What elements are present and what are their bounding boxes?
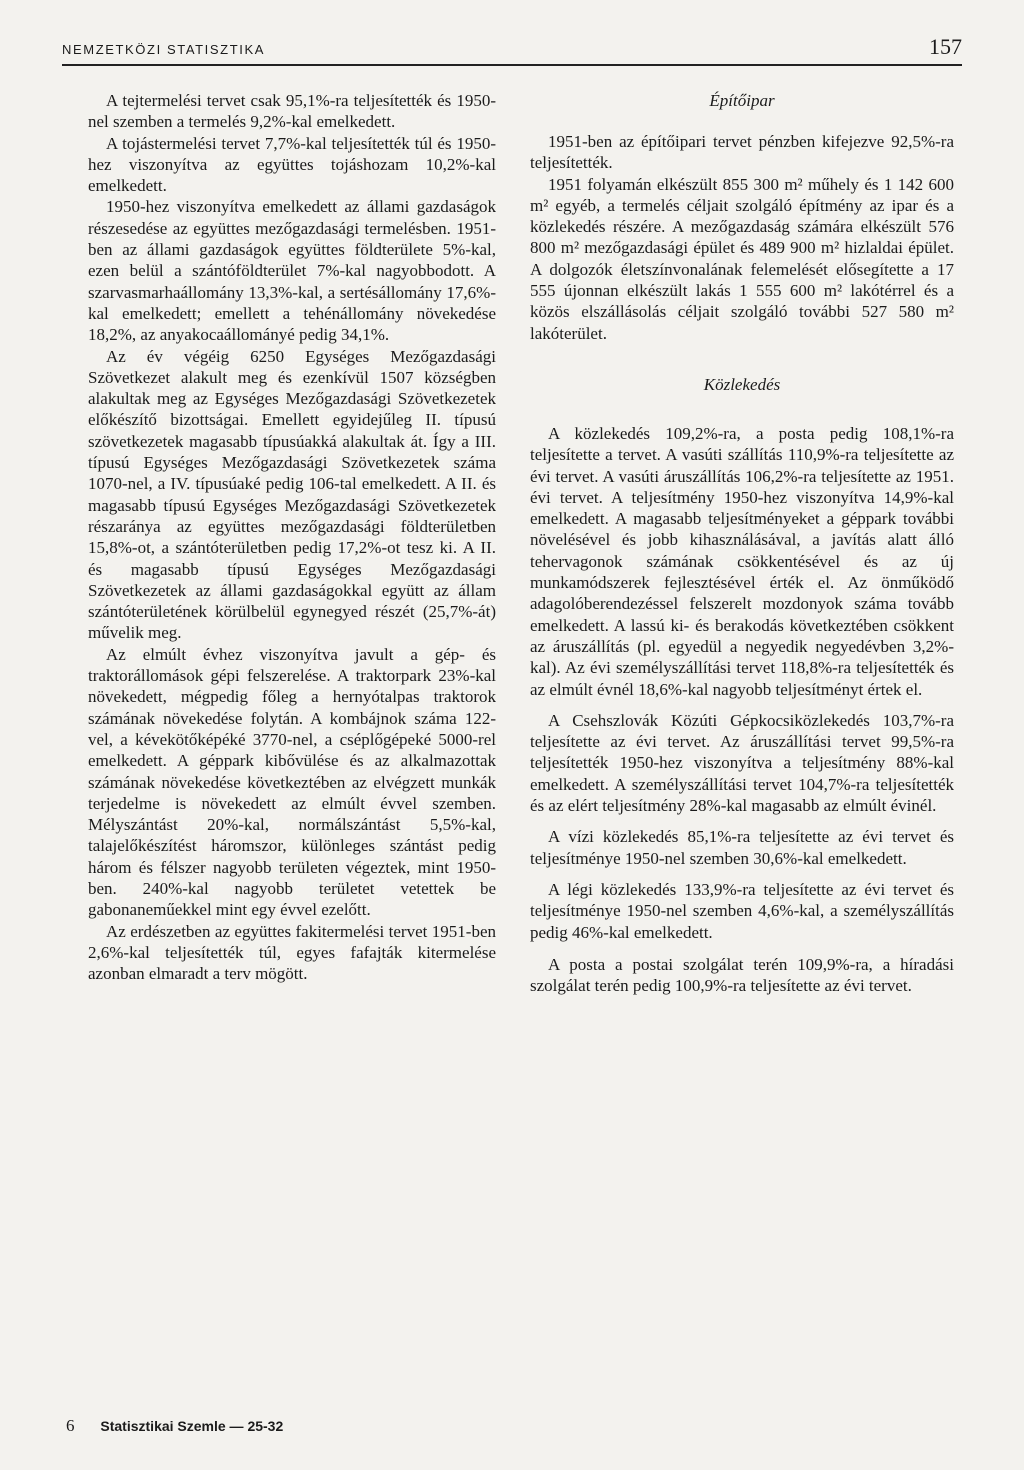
journal-signature: Statisztikai Szemle — 25-32 [100, 1418, 284, 1434]
paragraph-transport-road: A Csehszlovák Közúti Gépkocsiközlekedés 103,7%-ra teljesítette az évi tervet. Az áruszállítási tervet 99,5%-ra teljesítették 1950-hez viszonyítva a teljesítmény 88%-kal emelkedett. A személyszállítási tervet 104,7%-ra teljesítették és az elért teljesítmény 28%-kal magasabb az elmúlt évinél. [530, 710, 954, 816]
paragraph-transport-post: A posta a postai szolgálat terén 109,9%-ra, a híradási szolgálat terén pedig 100,9%-ra teljesítette az évi tervet. [530, 954, 954, 996]
right-column [530, 90, 954, 996]
paragraph-state-farms: 1950-hez viszonyítva emelkedett az állami gazdaságok részesedése az együttes mezőgazdasági termelésben. 1951-ben az állami gazdaságok együttes földterülete 5%-kal, ezen belül a szántóföldterület 7%-kal nagyobbodott. A szarvasmarhaállomány 13,3%-kal, a sertésállomány 17,6%-kal emelkedett; emellett a tehénállomány növekedése 18,2%, az anyakocaállományé pedig 34,1%. [88, 197, 496, 345]
paragraph-eggs: A tojástermelési tervet 7,7%-kal teljesítették túl és 1950-hez viszonyítva az együttes tojáshozam 10,2%-kal emelkedett. [88, 133, 496, 196]
section-heading-construction: Építőipar [709, 91, 775, 110]
running-title: NEMZETKÖZI STATISZTIKA [62, 42, 266, 57]
paragraph-cooperatives: Az év végéig 6250 Egységes Mezőgazdasági Szövetkezet alakult meg és ezenkívül 1507 községben alakultak meg az Egységes Mezőgazdasági Szövetkezetek előkészítő bizottságai. Emellett egyidejűleg II. típusú szövetkezetek magasabb típusúakká alakultak át. Így a III. típusú Egységes Mezőgazdasági Szövetkezetek száma 1070-nel, a IV. típusúaké pedig 106-tal emelkedett. A II. és magasabb típusú Egységes Mezőgazdasági Szövetkezetek részaránya az együttes mezőgazdasági földterületben 15,8%-ot, a szántóterületben pedig 17,2%-ot tesz ki. A II. és magasabb típusú Egységes Mezőgazdasági Szövetkezetek az állami gazdaságokkal együtt az állam szántóterületének körülbelül egynegyed részét (25,7%-át) művelik meg. [88, 346, 496, 643]
paragraph-construction-plan: 1951-ben az építőipari tervet pénzben kifejezve 92,5%-ra teljesítették. [530, 132, 954, 173]
spacer [530, 943, 954, 954]
spacer [530, 869, 954, 879]
running-head [62, 34, 962, 64]
paragraph-construction-buildings: 1951 folyamán elkészült 855 300 m² műhely és 1 142 600 m² egyéb, a termelés céljait szolgáló építmény az ipar és a közlekedés részére. A mezőgazdaság számára elkészült 576 800 m² mezőgazdasági épület és 489 900 m² hizlaldai épület. A dolgozók életszínvonalának felemelését elősegítette a 17 555 újonnan elkészült lakás 1 555 600 m² lakótérrel és a közös elszállásolás céljait szolgáló további 527 580 m² lakóterület. [530, 174, 954, 343]
paragraph-machine-stations: Az elmúlt évhez viszonyítva javult a gép- és traktorállomások gépi felszerelése. A traktorpark 23%-kal növekedett, mégpedig főleg a hernyótalpas traktorok számának növekedése folytán. A kombájnok száma 122-vel, a kévekötőképéké 3770-nel, a cséplőgépeké 5000-rel emelkedett. A géppark kibővülése és az alkalmazottak számának növekedése következtében az elvégzett munkák terjedelme is növekedett az elmúlt évvel szemben. Mélyszántást 20%-kal, normálszántást 5,5%-kal, talajelőkészítést háromszor, különleges szántást pedig három és félszer nagyobb területen végeztek, mint 1950-ben. 240%-kal nagyobb területet vetettek be gabonaneműekkel mint egy évvel ezelőtt. [88, 644, 496, 920]
left-column [88, 90, 496, 984]
spacer [530, 700, 954, 710]
spacer [530, 816, 954, 826]
paragraph-transport-rail: A közlekedés 109,2%-ra, a posta pedig 108,1%-ra teljesítette a tervet. A vasúti szállítás 110,9%-ra teljesítette az évi tervet. A vasúti áruszállítás 106,2%-ra teljesítette az 1951. évi tervet. A teljesítmény 1950-hez viszonyítva 14,9%-kal emelkedett. A magasabb teljesítményeket a géppark további növelésével és jobb kihasználásával, a javítás alatt álló tehervagonok számának csökkentésével és az új munkamódszerek fejlesztésével érték el. Az önműködő adagolóberendezéssel felszerelt mozdonyok száma tovább emelkedett. A lassú ki- és berakodás következtében csökkent az áruszállítás (pl. egyedül a negyedik negyedévben 3,2%-kal). Az évi személyszállítási tervet 118,8%-ra teljesítették és az elmúlt évnél 18,6%-kal nagyobb teljesítményt értek el. [530, 423, 954, 699]
footer-signature [66, 1416, 283, 1436]
section-heading-transport: Közlekedés [703, 374, 781, 394]
paragraph-transport-air: A légi közlekedés 133,9%-ra teljesítette az évi tervet és teljesítménye 1950-nel szemben 4,6%-kal, a személyszállítás pedig 46%-kal emelkedett. [530, 879, 954, 942]
signature-number: 6 [66, 1416, 75, 1435]
paragraph-milk: A tejtermelési tervet csak 95,1%-ra teljesítették és 1950-nel szemben a termelés 9,2%-kal emelkedett. [88, 91, 496, 132]
page-number: 157 [929, 34, 962, 59]
paragraph-forestry: Az erdészetben az együttes fakitermelési tervet 1951-ben 2,6%-kal teljesítették túl, egyes fafajták kitermelése azonban elmaradt a terv mögött. [88, 921, 496, 984]
header-rule [62, 64, 962, 66]
paragraph-transport-water: A vízi közlekedés 85,1%-ra teljesítette az évi tervet és teljesítménye 1950-nel szemben 30,6%-kal emelkedett. [530, 827, 954, 868]
